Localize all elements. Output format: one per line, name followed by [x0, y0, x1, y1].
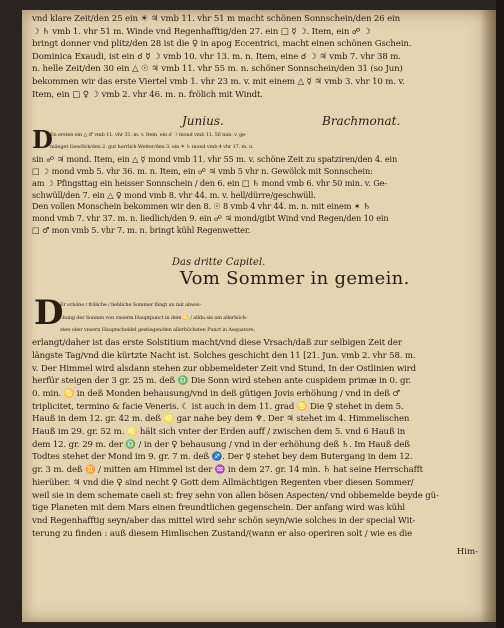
month-heading-german: Brachmonat. — [322, 114, 401, 128]
text-line: längste Tag/vnd die kürtzte Nacht ist. Solches geschicht den 11 [21. Jun. vmb 2. vhr 58. m. — [32, 350, 416, 361]
book-binding-edge — [496, 0, 504, 628]
text-line: mänget Gewölck/den 2. gut herrlich Wetter/den 3. ein ✶ ♄ mond vmb 4 vhr 17. m. n. — [50, 143, 254, 150]
text-line: chung der Sonnen von vnserm Hauptpunct in dem ♋ / allda sie am allerhöch- — [60, 314, 248, 321]
text-line: Todtes stehet der Mond im 9. gr. 7 m. deß ♐. Der ☿ stehet bey dem Butergang in dem 12. — [32, 452, 413, 463]
text-line: dem 12. gr. 29 m. der ♎ / in der ♀ behausung / vnd in der erhöhung deß ♄. Im Hauß deß — [32, 439, 410, 450]
text-line: hierüber. ♃ vnd die ♀ sind necht ♀ Gott dem Allmächtigen Regenten vber diesen Sommer/ — [32, 477, 414, 488]
text-line: En ersten ein △ ♂ vmb 11. vhr 31. m. v. Item, ein ☌ ☽ mond vmb 11. 56 min. v. ge- — [50, 132, 247, 138]
text-line: mond vmb 7. vhr 37. m. n. liedlich/den 9. ein ☍ ♃ mond/gibt Wind vnd Regen/den 10 ein — [32, 213, 389, 224]
text-line: bringt donner vnd plitz/den 28 ist die ♀ in apog Eccentrici, macht einen schönen Gschein. — [32, 39, 412, 50]
text-line: bekommen wir das erste Viertel vmb 1. vhr 23 m. v. mit einem △ ☿ ♃ vmb 3. vhr 10 m. v. — [32, 77, 405, 87]
drop-cap-d: D — [32, 125, 53, 154]
text-line: terung zu finden : auß diesem Himlischen Zustand/(wann er also operiren solt / wie es die — [32, 528, 413, 539]
chapter-title: Vom Sommer in gemein. — [180, 268, 410, 289]
text-line: vnd klare Zeit/den 25 ein ☀ ♃ vmb 11. vhr 51 m macht schönen Sonnschein/den 26 ein — [32, 14, 401, 24]
text-line: tige Planeten mit dem Mars einen freundtlichen gegenschein. Der anfang wird was kühl — [32, 503, 405, 514]
text-line: n. helle Zeit/den 30 ein △ ☉ ♃ vmb 11. vhr 55 m. n. schöner Sonnschein/den 31 (so Jun) — [32, 64, 403, 75]
text-line: sten ober vnsern Hauptscheidel gestiegen/den allerhöchsten Punct in Aequatore, — [60, 327, 255, 334]
text-line: sin ☍ ♃ mond. Item, ein △ ☿ mond vmb 11. vhr 55 m. v. schöne Zeit zu spatziren/den 4. ein — [32, 153, 398, 164]
text-line: Hauß in dem 12. gr. 42 m. deß ♌ gar nahe bey dem ♆. Der ♃ stehet im 4. Himmelischen — [32, 414, 410, 425]
text-line: Dominica Exaudi, ist ein ☌ ☿ ☽ vmb 10. vhr 13. m. n. Item, eine ☌ ☽ ♃ vmb 7. vhr 38 m. — [32, 51, 401, 62]
text-line: v. Der Himmel wird alsdann stehen zur obbemeldeter Zeit vnd Stund, In der Ostlinien wird — [32, 363, 416, 374]
text-line: Er schöne / fröliche / liebliche Sommer fängt an mit abwei- — [60, 302, 201, 308]
text-line: herfür steigen der 3 gr. 25 m. deß ♎ Die Sonn wird stehen ante cuspidem primæ in 0. gr. — [32, 376, 411, 387]
text-line: ☽ ♄ vmb 1. vhr 51 m. Winde vnd Regenhafftig/den 27. ein □ ☿ ☽. Item, ein ☍ ☽ — [32, 26, 371, 37]
catchword: Him- — [456, 547, 478, 557]
text-line: Hauß im 29. gr. 52 m. ♌ hält sich vnter der Erden auff / zwischen dem 5. vnd 6 Hauß in — [32, 427, 406, 437]
text-line: vnd Regenhafftig seyn/aber das mittel wird sehr schön seyn/wie solches in der special Wit- — [32, 515, 416, 526]
text-line: □ ♂ mon vmb 5. vhr 7. m. n. bringt kühl Regenwetter. — [32, 225, 251, 236]
page-gutter-shadow — [480, 10, 496, 622]
book-page — [22, 10, 496, 622]
text-line: erlangt/daher ist das erste Solstitium macht/vnd diese Vrsach/daß zur selbigen Zeit der — [32, 338, 402, 349]
chapter-label: Das dritte Capitel. — [172, 257, 266, 268]
drop-cap-d-ornamental: D — [34, 293, 64, 333]
text-line: schwüll/den 7. ein △ ♀ mond vmb 8. vhr 44. m. v. hell/dürre/geschwüll. — [32, 189, 316, 200]
text-line: am ☽ Pfingsttag ein heisser Sonnschein / den 6. ein □ ♄ mond vmb 6. vhr 50 min. v. Ge- — [32, 177, 387, 188]
month-heading-latin: Junius. — [182, 114, 224, 128]
text-line: gr. 3 m. deß ♊ / mitten am Himmel ist der ♒ in dem 27. gr. 14 min. ♄ hat seine Herrschafft — [32, 465, 423, 476]
text-line: Item, ein □ ♀ ☽ vmb 2. vhr 46. m. n. frölich mit Windt. — [32, 89, 263, 100]
text-line: Den vollen Monschein bekommen wir den 8. ☉ 8 vmb 4 vhr 44. m. n. mit einem ✶ ♄ — [32, 201, 371, 212]
text-line: 0. min. ♋ in deß Monden behausung/vnd in deß gütigen Jovis erhöhung / vnd in deß ♂ — [32, 388, 400, 399]
text-line: □ ☽ mond vmb 5. vhr 36. m. n. Item, ein ☍ ♃ vmb 5 vhr n. Gewölck mit Sonnschein: — [32, 165, 373, 176]
text-line: triplicitet, termino & facie Veneris. ☾ ist auch in dem 11. grad ♋ Die ♀ stehet in dem 5. — [32, 401, 404, 412]
text-line: weil sie in dem schemate caeli st: frey sehn von allen bösen Aspecten/ vnd obbemelde beyde gü- — [32, 490, 439, 501]
